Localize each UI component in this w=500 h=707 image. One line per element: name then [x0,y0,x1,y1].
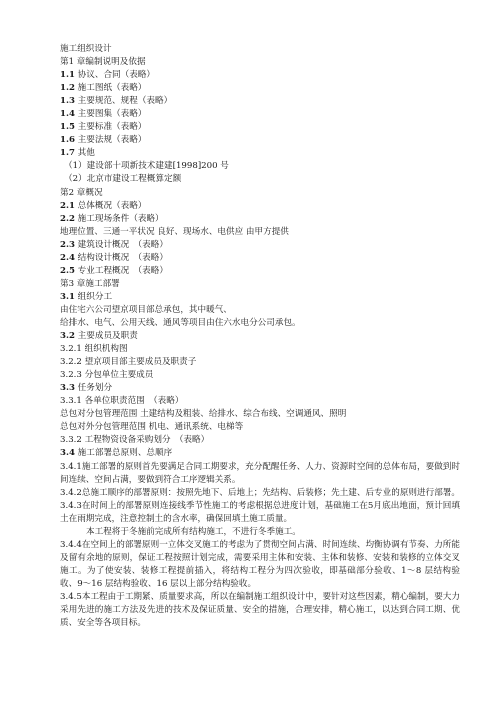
section-text: 建筑设计概况 （表略） [74,239,168,250]
section-text: 望京项目部主要成员及职责子 [81,357,197,368]
outline-line [60,317,460,330]
section-number: 3.2 [60,331,75,342]
section-number: 2.2 [60,213,75,224]
outline-line [60,187,460,200]
outline-line [60,304,460,317]
outline-line [60,69,460,82]
section-text: 施工现场条件（表略） [74,213,164,224]
outline-line [60,408,460,421]
section-text: （1）建设部十项新技术建建[1998]200 号 [64,161,229,172]
outline-line [60,291,460,304]
section-text: 主要法规（表略） [74,135,147,146]
section-number: 1.6 [60,135,75,146]
outline-line [60,447,460,460]
section-number: 1.7 [60,148,75,159]
body-paragraph: 3.4.5本工程由于工期紧、质量要求高，所以在编制施工组织设计中，要针对这些因素，精心编制，要大力采用先进的施工方法及先进的技术及保证质量、安全的措施，合理安排，精心施工，以达到合同工期、优质、安全等各项目标。 [60,591,460,629]
section-number: 1.5 [60,122,75,133]
body-paragraph: 3.4.4在空间上的部署原则一立体交叉施工的考虑为了贯彻空间占满、时间连续、均衡协调有节奏、力所能及留有余地的原则，保证工程按照计划完成，需要采用主体和安装、主体和装修、安装和装修的立体交叉施工。为了使安装、装修工程提前插入，将结构工程分为四次验收，即基础部分验收、1～8 层结构验收、9～16 层结构验收、16 层以上部分结构验收。 [60,539,460,589]
section-number: 1.1 [60,70,75,81]
section-number: 2.3 [60,239,75,250]
outline-line [60,239,460,252]
section-number: 3.3.1 [60,396,82,407]
section-number: 第3 [60,278,75,289]
section-text: 结构设计概况 （表略） [74,252,168,263]
section-text: 给排水、电气、公用天线、通风等项目由住六水电分公司承包。 [60,317,301,328]
outline-line [60,369,460,382]
section-number: 1.2 [60,83,75,94]
body-paragraph: 3.4.1施工部署的原则首先要满足合同工期要求，充分配醒任务、人力、资源时空间的总体布局，要做到时间连续、空间占满，要做到符合工序逻辑关系。 [60,461,460,485]
section-number: 3.1 [60,291,75,302]
outline-line [60,252,460,265]
section-number: 3.4 [60,448,75,459]
section-text: （2）北京市建设工程概算定额 [64,174,182,185]
section-number: 第1 [60,57,75,68]
outline-line [60,330,460,343]
outline-line [60,160,460,173]
section-number: 1.3 [60,96,75,107]
section-text: 其他 [74,148,95,159]
outline-line [60,382,460,395]
section-number: 3.2.2 [60,357,82,368]
document-body [60,43,460,630]
outline-line [60,121,460,134]
section-text: 协议、合同（表略） [74,70,156,81]
section-text: 任务划分 [74,383,113,394]
outline-line [60,200,460,213]
section-text: 主要规范、规程（表略） [74,96,173,107]
section-text: 施工部署总原则、总顺序 [74,448,173,459]
outline-lines [60,56,460,460]
section-number: 3.3 [60,383,75,394]
section-text: 由住宅六公司望京项目部总承包，其中暖气、 [60,304,232,315]
section-text: 总体概况（表略） [74,200,147,211]
outline-line [60,147,460,160]
document-title: 施工组织设计 [60,44,112,54]
outline-line [60,434,460,447]
outline-line [60,395,460,408]
section-text: 主要标准（表略） [74,122,147,133]
section-number: 3.3.2 [60,435,82,446]
body-paragraphs [60,461,460,631]
outline-line [60,226,460,239]
section-text: 组织分工 [74,291,113,302]
section-text: 各单位职责范围 （表略） [81,396,184,407]
outline-line [60,213,460,226]
outline-line [60,108,460,121]
outline-line [60,134,460,147]
body-paragraph: 3.4.2总施工顺序的部署原则：按照先地下、后地上；先结构、后装修；先土建、后专业的原则进行部署。 [60,487,460,498]
section-number: 2.4 [60,252,75,263]
outline-line [60,421,460,434]
section-text: 分包单位主要成员 [81,370,154,381]
section-number: 3.2.3 [60,370,82,381]
section-text: 组织机构图 [81,344,128,355]
section-text: 专业工程概况 （表略） [74,265,168,276]
outline-line [60,173,460,186]
outline-line [60,95,460,108]
section-number: 第2 [60,187,75,198]
outline-line [60,343,460,356]
section-text: 章编制说明及依据 [74,57,146,68]
section-text: 总包对分包管理范围 土建结构及粗装、给排水、综合布线、空调通风、照明 [60,409,347,420]
section-number: 3.2.1 [60,344,82,355]
section-number: 1.4 [60,109,75,120]
outline-line [60,82,460,95]
section-text: 地理位置、三通一平状况 良好、现场水、电供应 由甲方提供 [60,226,289,237]
outline-line [60,56,460,69]
outline-line [60,356,460,369]
section-number: 2.5 [60,265,75,276]
outline-line [60,278,460,291]
section-text: 总包对外分包管理范围 机电、通讯系统、电梯等 [60,422,244,433]
outline-line [60,265,460,278]
body-paragraph: 3.4.3在时间上的部署原则连接线季节性施工的考虑根据总进度计划，基础施工在5月底出地面，预计回填土在雨期完成，注意控制土的含水率，确保回填土施工质量。 [60,500,460,524]
section-text: 主要图集（表略） [74,109,147,120]
section-text: 章概况 [74,187,103,198]
body-paragraph: 本工程将于冬施前完成所有结构施工，不进行冬季施工。 [86,526,301,537]
section-number: 2.1 [60,200,75,211]
section-text: 工程物资设备采购划分 （表略） [81,435,210,446]
section-text: 主要成员及职责 [74,331,138,342]
section-text: 章施工部署 [74,278,120,289]
section-text: 施工图纸（表略） [74,83,147,94]
